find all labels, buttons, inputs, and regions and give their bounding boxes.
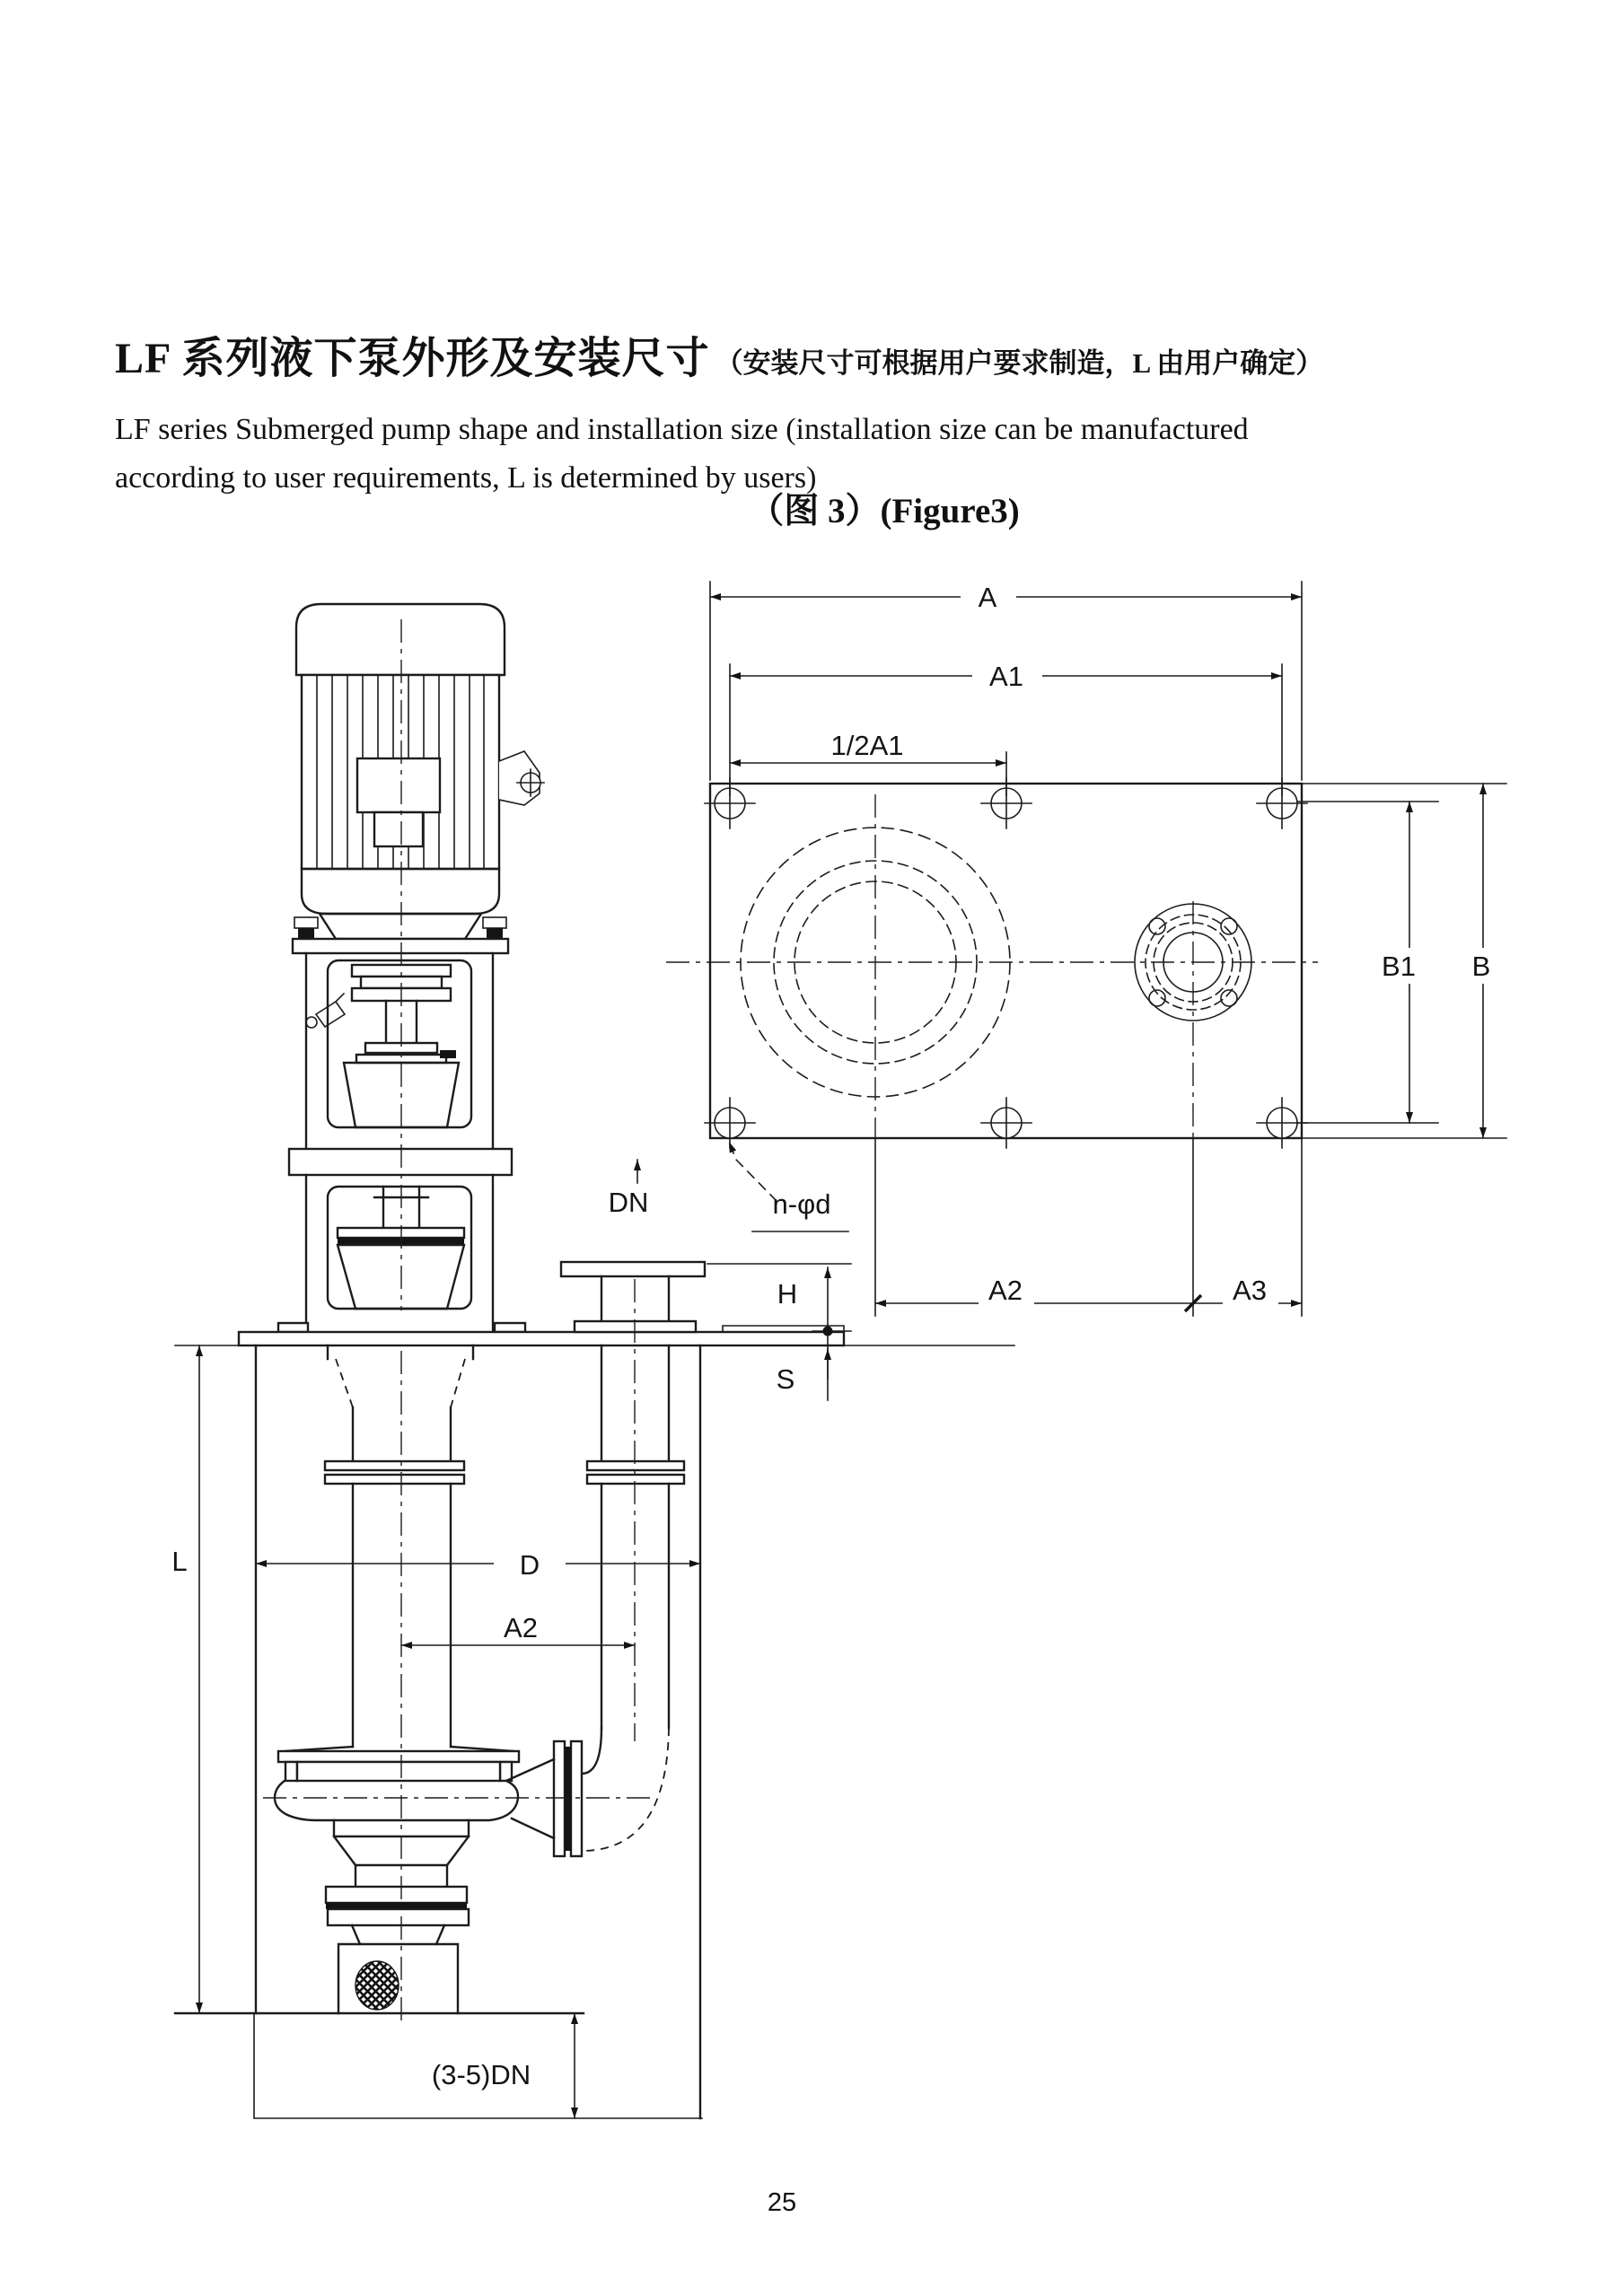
elbow-flange (554, 1741, 582, 1856)
dim-label-s: S (776, 1363, 795, 1395)
suction-strainer (356, 1961, 399, 2010)
plate-outline (710, 784, 1302, 1138)
mid-plate (289, 1149, 512, 1175)
dim-label-a2-side: A2 (504, 1612, 538, 1643)
figure-caption: （图 3）(Figure3) (749, 492, 1020, 530)
bearing-stool-upper (293, 939, 508, 1149)
dim-label-a1: A1 (989, 661, 1023, 692)
dim-label-a2-top: A2 (988, 1275, 1023, 1306)
motor (294, 604, 544, 939)
dim-label-half-a1: 1/2A1 (830, 730, 904, 761)
dim-label-b1: B1 (1382, 951, 1416, 982)
dim-label-h: H (777, 1278, 798, 1310)
hole-leader-line (729, 1142, 777, 1201)
side-view-dimensions (171, 1160, 851, 2118)
column-pipe (285, 1345, 514, 1751)
page-title (115, 323, 1605, 385)
dim-label-bottom-clearance: (3-5)DN (431, 2059, 531, 2090)
volute-casing (275, 1751, 554, 2013)
page-number: 25 (767, 2188, 797, 2217)
dim-label-b: B (1471, 951, 1491, 982)
dim-label-n-phi-d: n-φd (772, 1188, 831, 1220)
subtitle-line-2: according to user requirements, L is determined by users) (115, 460, 817, 495)
dim-label-dn: DN (608, 1187, 649, 1218)
dim-label-a: A (978, 582, 997, 613)
motor-bolts (294, 917, 506, 939)
dim-label-l: L (171, 1546, 188, 1577)
dim-label-a3: A3 (1233, 1275, 1267, 1306)
dim-label-d: D (519, 1549, 540, 1581)
page-title-zh: LF 系列液下泵外形及安装尺寸 (115, 335, 710, 382)
terminal-box (499, 751, 544, 805)
subtitle-line-1: LF series Submerged pump shape and installation size (installation size can be manufactured (115, 413, 1249, 446)
page-title-note: （安装尺寸可根据用户要求制造，L 由用户确定） (715, 347, 1324, 379)
technical-drawing (0, 539, 1624, 2190)
mounting-plate-top-view (666, 778, 1318, 1316)
discharge-pipe (554, 1262, 705, 1856)
